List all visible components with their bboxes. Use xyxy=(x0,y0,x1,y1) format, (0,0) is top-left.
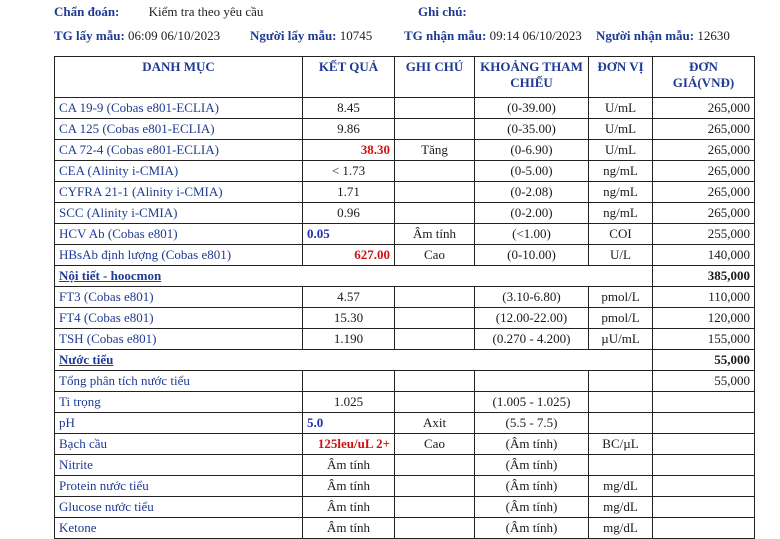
test-price: 110,000 xyxy=(653,287,755,308)
test-reference xyxy=(475,371,589,392)
table-row xyxy=(55,329,755,350)
diagnosis-value: Kiểm tra theo yêu cầu xyxy=(148,4,264,19)
test-unit: U/mL xyxy=(589,98,653,119)
test-result: 0.05 xyxy=(303,224,395,245)
test-result: 1.025 xyxy=(303,392,395,413)
section-row xyxy=(55,266,755,287)
table-row xyxy=(55,455,755,476)
receiver-line xyxy=(596,28,730,44)
note-label: Ghi chú: xyxy=(418,4,467,19)
test-unit: mg/dL xyxy=(589,518,653,539)
test-unit: pmol/L xyxy=(589,287,653,308)
test-note xyxy=(395,518,475,539)
test-price: 140,000 xyxy=(653,245,755,266)
test-name: SCC (Alinity i-CMIA) xyxy=(55,203,303,224)
table-row xyxy=(55,392,755,413)
test-price: 265,000 xyxy=(653,119,755,140)
test-note: Tăng xyxy=(395,140,475,161)
test-name: Glucose nước tiểu xyxy=(55,497,303,518)
table-row xyxy=(55,161,755,182)
test-unit: mg/dL xyxy=(589,497,653,518)
column-header-note: GHI CHÚ xyxy=(395,57,475,98)
test-unit: U/L xyxy=(589,245,653,266)
test-result: Âm tính xyxy=(303,497,395,518)
test-name: CYFRA 21-1 (Alinity i-CMIA) xyxy=(55,182,303,203)
test-result: 4.57 xyxy=(303,287,395,308)
section-row xyxy=(55,350,755,371)
receive-time-label: TG nhận mẫu: xyxy=(404,28,487,43)
sample-time-label: TG lấy mẫu: xyxy=(54,28,125,43)
test-price xyxy=(653,518,755,539)
test-price xyxy=(653,476,755,497)
table-row xyxy=(55,98,755,119)
test-note xyxy=(395,161,475,182)
test-price: 120,000 xyxy=(653,308,755,329)
table-row xyxy=(55,434,755,455)
receiver-label: Người nhận mẫu: xyxy=(596,28,695,43)
test-name: TSH (Cobas e801) xyxy=(55,329,303,350)
test-result: 1.190 xyxy=(303,329,395,350)
test-reference: (0-5.00) xyxy=(475,161,589,182)
test-reference: (Âm tính) xyxy=(475,455,589,476)
table-row xyxy=(55,497,755,518)
column-header-unit: ĐƠN VỊ xyxy=(589,57,653,98)
test-note xyxy=(395,476,475,497)
column-header-reference: KHOẢNG THAM CHIẾU xyxy=(475,57,589,98)
test-price: 55,000 xyxy=(653,371,755,392)
table-row xyxy=(55,119,755,140)
test-price: 155,000 xyxy=(653,329,755,350)
test-reference: (Âm tính) xyxy=(475,476,589,497)
test-reference: (5.5 - 7.5) xyxy=(475,413,589,434)
test-unit: mg/dL xyxy=(589,476,653,497)
receive-time-value: 09:14 06/10/2023 xyxy=(489,28,582,43)
test-result: 125leu/uL 2+ xyxy=(303,434,395,455)
note-line xyxy=(418,4,467,20)
test-reference: (0-2.08) xyxy=(475,182,589,203)
test-reference: (0.270 - 4.200) xyxy=(475,329,589,350)
test-unit: BC/µL xyxy=(589,434,653,455)
test-note: Âm tính xyxy=(395,224,475,245)
table-row xyxy=(55,476,755,497)
table-body xyxy=(55,98,755,539)
test-reference: (3.10-6.80) xyxy=(475,287,589,308)
section-price: 55,000 xyxy=(653,350,755,371)
test-result: 8.45 xyxy=(303,98,395,119)
table-header-row xyxy=(55,57,755,98)
test-unit: pmol/L xyxy=(589,308,653,329)
test-note xyxy=(395,203,475,224)
test-name: Nitrite xyxy=(55,455,303,476)
test-reference: (0-35.00) xyxy=(475,119,589,140)
test-reference: (12.00-22.00) xyxy=(475,308,589,329)
test-note: Axit xyxy=(395,413,475,434)
test-name: CA 125 (Cobas e801-ECLIA) xyxy=(55,119,303,140)
sampler-label: Người lấy mẫu: xyxy=(250,28,337,43)
receive-time-line xyxy=(404,28,582,44)
test-unit: ng/mL xyxy=(589,203,653,224)
test-unit xyxy=(589,392,653,413)
test-result: 5.0 xyxy=(303,413,395,434)
section-price: 385,000 xyxy=(653,266,755,287)
section-title: Nội tiết - hoocmon xyxy=(55,266,653,287)
column-header-price: ĐƠN GIÁ(VNĐ) xyxy=(653,57,755,98)
table-row xyxy=(55,140,755,161)
table-row xyxy=(55,182,755,203)
test-note xyxy=(395,287,475,308)
test-reference: (0-10.00) xyxy=(475,245,589,266)
test-note xyxy=(395,392,475,413)
test-price: 265,000 xyxy=(653,203,755,224)
sampler-line xyxy=(250,28,372,44)
test-result: 0.96 xyxy=(303,203,395,224)
test-result: 9.86 xyxy=(303,119,395,140)
test-note xyxy=(395,308,475,329)
test-name: FT4 (Cobas e801) xyxy=(55,308,303,329)
sample-time-line xyxy=(54,28,220,44)
test-unit xyxy=(589,455,653,476)
test-note xyxy=(395,119,475,140)
test-result: 15.30 xyxy=(303,308,395,329)
test-note: Cao xyxy=(395,434,475,455)
table-row xyxy=(55,518,755,539)
diagnosis-label: Chẩn đoán: xyxy=(54,4,120,19)
sample-time-value: 06:09 06/10/2023 xyxy=(128,28,221,43)
test-name: Ketone xyxy=(55,518,303,539)
results-table xyxy=(54,56,755,539)
table-row xyxy=(55,308,755,329)
test-note xyxy=(395,371,475,392)
test-name: HBsAb định lượng (Cobas e801) xyxy=(55,245,303,266)
test-result: Âm tính xyxy=(303,518,395,539)
section-title: Nước tiểu xyxy=(55,350,653,371)
test-result: Âm tính xyxy=(303,476,395,497)
test-unit: ng/mL xyxy=(589,182,653,203)
test-unit: COI xyxy=(589,224,653,245)
table-row xyxy=(55,224,755,245)
test-result: 38.30 xyxy=(303,140,395,161)
test-price xyxy=(653,413,755,434)
test-name: CEA (Alinity i-CMIA) xyxy=(55,161,303,182)
test-name: Tổng phân tích nước tiểu xyxy=(55,371,303,392)
test-name: CA 19-9 (Cobas e801-ECLIA) xyxy=(55,98,303,119)
test-price xyxy=(653,455,755,476)
test-name: Bạch cầu xyxy=(55,434,303,455)
test-result: < 1.73 xyxy=(303,161,395,182)
test-reference: (Âm tính) xyxy=(475,497,589,518)
test-result: 627.00 xyxy=(303,245,395,266)
test-note xyxy=(395,182,475,203)
test-unit: µU/mL xyxy=(589,329,653,350)
test-price: 265,000 xyxy=(653,98,755,119)
test-result: Âm tính xyxy=(303,455,395,476)
test-note xyxy=(395,497,475,518)
test-unit: U/mL xyxy=(589,119,653,140)
diagnosis-line xyxy=(54,4,263,20)
table-row xyxy=(55,371,755,392)
test-note xyxy=(395,98,475,119)
test-reference: (0-39.00) xyxy=(475,98,589,119)
table-row xyxy=(55,245,755,266)
table-row xyxy=(55,203,755,224)
test-name: HCV Ab (Cobas e801) xyxy=(55,224,303,245)
test-name: Protein nước tiểu xyxy=(55,476,303,497)
table-row xyxy=(55,287,755,308)
test-unit: U/mL xyxy=(589,140,653,161)
test-name: CA 72-4 (Cobas e801-ECLIA) xyxy=(55,140,303,161)
test-price: 265,000 xyxy=(653,182,755,203)
test-price: 255,000 xyxy=(653,224,755,245)
test-reference: (<1.00) xyxy=(475,224,589,245)
test-price xyxy=(653,434,755,455)
receiver-value: 12630 xyxy=(697,28,730,43)
test-reference: (1.005 - 1.025) xyxy=(475,392,589,413)
test-price: 265,000 xyxy=(653,161,755,182)
column-header-result: KẾT QUẢ xyxy=(303,57,395,98)
test-result xyxy=(303,371,395,392)
column-header-item: DANH MỤC xyxy=(55,57,303,98)
test-name: pH xyxy=(55,413,303,434)
table-row xyxy=(55,413,755,434)
test-result: 1.71 xyxy=(303,182,395,203)
test-reference: (0-2.00) xyxy=(475,203,589,224)
test-unit: ng/mL xyxy=(589,161,653,182)
sampler-value: 10745 xyxy=(339,28,373,43)
test-price xyxy=(653,392,755,413)
test-reference: (Âm tính) xyxy=(475,434,589,455)
test-reference: (0-6.90) xyxy=(475,140,589,161)
test-reference: (Âm tính) xyxy=(475,518,589,539)
test-note: Cao xyxy=(395,245,475,266)
test-name: Ti trọng xyxy=(55,392,303,413)
test-unit xyxy=(589,371,653,392)
test-note xyxy=(395,455,475,476)
test-price xyxy=(653,497,755,518)
test-price: 265,000 xyxy=(653,140,755,161)
test-note xyxy=(395,329,475,350)
test-name: FT3 (Cobas e801) xyxy=(55,287,303,308)
test-unit xyxy=(589,413,653,434)
